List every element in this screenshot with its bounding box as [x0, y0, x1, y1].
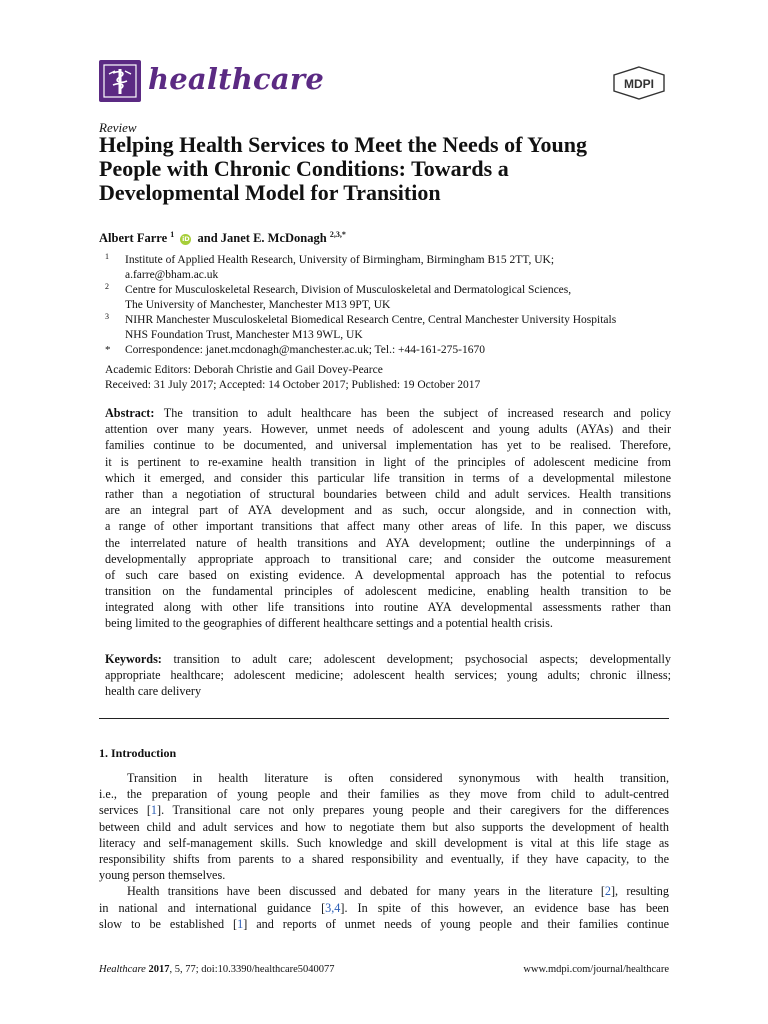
affiliation-number: 1: [105, 252, 109, 261]
affiliation-email[interactable]: a.farre@bham.ac.uk: [125, 268, 219, 281]
affiliation-line: NIHR Manchester Musculoskeletal Biomedical Research Centre, Central Manchester University Hospitals: [125, 314, 617, 326]
keywords: [105, 651, 671, 700]
abstract-line: the interrelated nature of health transitions and AYA development; outline the underpinnings of a: [105, 535, 671, 550]
abstract-line: which it emerged, and consider this particular life transition in terms of a developmental milestone: [105, 470, 671, 485]
body-text-run: in national and international guidance [: [99, 900, 326, 915]
citation-link[interactable]: 2: [604, 884, 611, 899]
body-line: between child and adult services and how to negotiate them but also supports the development of health: [99, 819, 669, 834]
mdpi-logo-icon: [610, 66, 668, 100]
body-text-run: ]. Transitional care not only prepares young people and their caregivers for the differences: [157, 803, 669, 818]
footer-year: 2017: [148, 964, 170, 975]
body-text-run: Health transitions have been discussed and debated for many years in the literature [: [127, 884, 605, 899]
author-list: [99, 230, 346, 246]
body-line: responsibility shifts from parents to a shared responsibility and eventually, if they have capacity, to the: [99, 851, 669, 866]
affiliation-line: The University of Manchester, Manchester M13 9PT, UK: [125, 298, 391, 311]
journal-logo-icon: [99, 60, 141, 102]
body-text-run: services [: [99, 803, 151, 818]
abstract-label: Abstract:: [105, 406, 155, 420]
abstract-line: rather than a negotiation of structural boundaries between child and adult services. Health transitions: [105, 486, 671, 501]
body-text-run: ]. In spite of this however, an evidence base has been: [340, 900, 669, 915]
affiliation-line: Centre for Musculoskeletal Research, Division of Musculoskeletal and Dermatological Sciences,: [125, 284, 572, 296]
keywords-line: health care delivery: [105, 684, 202, 699]
abstract: [105, 405, 671, 632]
body-line: i.e., the preparation of young people and their families as they move from child to adult-centred: [99, 787, 669, 802]
affiliation-number: 2: [105, 282, 109, 291]
affiliation-line: NHS Foundation Trust, Manchester M13 9WL, UK: [125, 328, 363, 341]
citation-link[interactable]: 4: [334, 900, 341, 915]
abstract-line: being limited to the geographies of different healthcare settings and a potential health crisis.: [105, 616, 553, 631]
body-line: [99, 883, 669, 899]
correspondence-line[interactable]: Correspondence: janet.mcdonagh@manchester.ac.uk; Tel.: +44-161-275-1670: [125, 344, 485, 356]
section-divider: [99, 718, 669, 719]
correspondence-marker: *: [105, 344, 111, 356]
title-line: Developmental Model for Transition: [99, 180, 441, 205]
affiliation-line: Institute of Applied Health Research, University of Birmingham, Birmingham B15 2TT, UK;: [125, 254, 555, 266]
body-line: [99, 916, 669, 932]
article-title: [99, 133, 679, 205]
body-line: young person themselves.: [99, 868, 226, 883]
footer-url[interactable]: www.mdpi.com/journal/healthcare: [523, 964, 669, 975]
author-connector: and: [197, 231, 218, 246]
citation-link[interactable]: 1: [237, 916, 244, 931]
title-line: Helping Health Services to Meet the Needs of Young: [99, 132, 588, 157]
author-name: Albert Farre: [99, 231, 168, 246]
keywords-line: appropriate healthcare; adolescent medicine; adolescent health services; young adults; chronic illness;: [105, 668, 671, 683]
title-line: People with Chronic Conditions: Towards a: [99, 156, 509, 181]
publication-info: [105, 363, 480, 393]
abstract-line: attention over many years. However, unmet needs of adolescent and young adults (AYAs) and their: [105, 422, 671, 437]
journal-name: healthcare: [148, 62, 324, 96]
footer-doi: , 5, 77; doi:10.3390/healthcare5040077: [169, 964, 335, 975]
body-text-run: ] and reports of unmet needs of young people and their families continue: [243, 916, 669, 931]
abstract-line: [105, 405, 671, 421]
affiliation-number: 3: [105, 312, 109, 321]
academic-editors: Academic Editors: Deborah Christie and Gail Dovey-Pearce: [105, 364, 383, 376]
body-line: literacy and self-management skills. Such knowledge and skill development is vital at this life stage as: [99, 835, 669, 850]
abstract-line: transition on the fundamental principles of adolescent medicine, enabling health transition to be: [105, 584, 671, 599]
abstract-line: are an integral part of AYA development and as such, occur alongside, and in connection with,: [105, 503, 671, 518]
citation-link[interactable]: 3: [325, 900, 332, 915]
author-affil-sup: 2,3,*: [329, 230, 346, 239]
publication-dates: Received: 31 July 2017; Accepted: 14 October 2017; Published: 19 October 2017: [105, 379, 481, 391]
body-text-run: ], resulting: [611, 884, 669, 899]
body-text-run: slow to be established [: [99, 916, 238, 931]
citation-separator: ,: [331, 900, 335, 915]
abstract-line: integrated along with other life transitions into routine AYA developmental assessments rather than: [105, 600, 671, 615]
article-type: Review: [99, 120, 137, 135]
section-heading: 1. Introduction: [99, 746, 177, 760]
abstract-line: families continue to be documented, and universal implementation has yet to be realised. Therefore,: [105, 438, 671, 453]
author-affil-sup: 1: [170, 230, 175, 239]
body-line: Transition in health literature is often considered synonymous with health transition,: [127, 771, 669, 785]
keywords-text: transition to adult care; adolescent development; psychosocial aspects; developmentally: [161, 652, 671, 666]
orcid-icon[interactable]: iD: [182, 235, 190, 244]
keywords-label: Keywords:: [105, 652, 162, 666]
body-line: [99, 802, 669, 818]
publisher-name: MDPI: [624, 77, 654, 91]
footer-journal: Healthcare: [99, 964, 146, 975]
abstract-line: of such care based on existing evidence. A developmental approach has the potential to refocus: [105, 567, 671, 582]
citation-link[interactable]: 1: [150, 803, 158, 818]
abstract-line: developmentally appropriate approach to transitional care; and consider the outcome measurement: [105, 551, 671, 566]
abstract-text: The transition to adult healthcare has been the subject of increased research and policy: [154, 406, 671, 420]
abstract-line: it is pertinent to re-examine health transition in light of the principles of adolescent medicine from: [105, 454, 671, 469]
footer-citation: [99, 964, 335, 975]
body-text: [99, 770, 669, 932]
abstract-line: a range of other important transitions that affect many other areas of life. In this paper, we discuss: [105, 519, 671, 534]
author-name: Janet E. McDonagh: [220, 231, 327, 246]
body-line: [99, 900, 669, 916]
keywords-line: [105, 651, 671, 667]
